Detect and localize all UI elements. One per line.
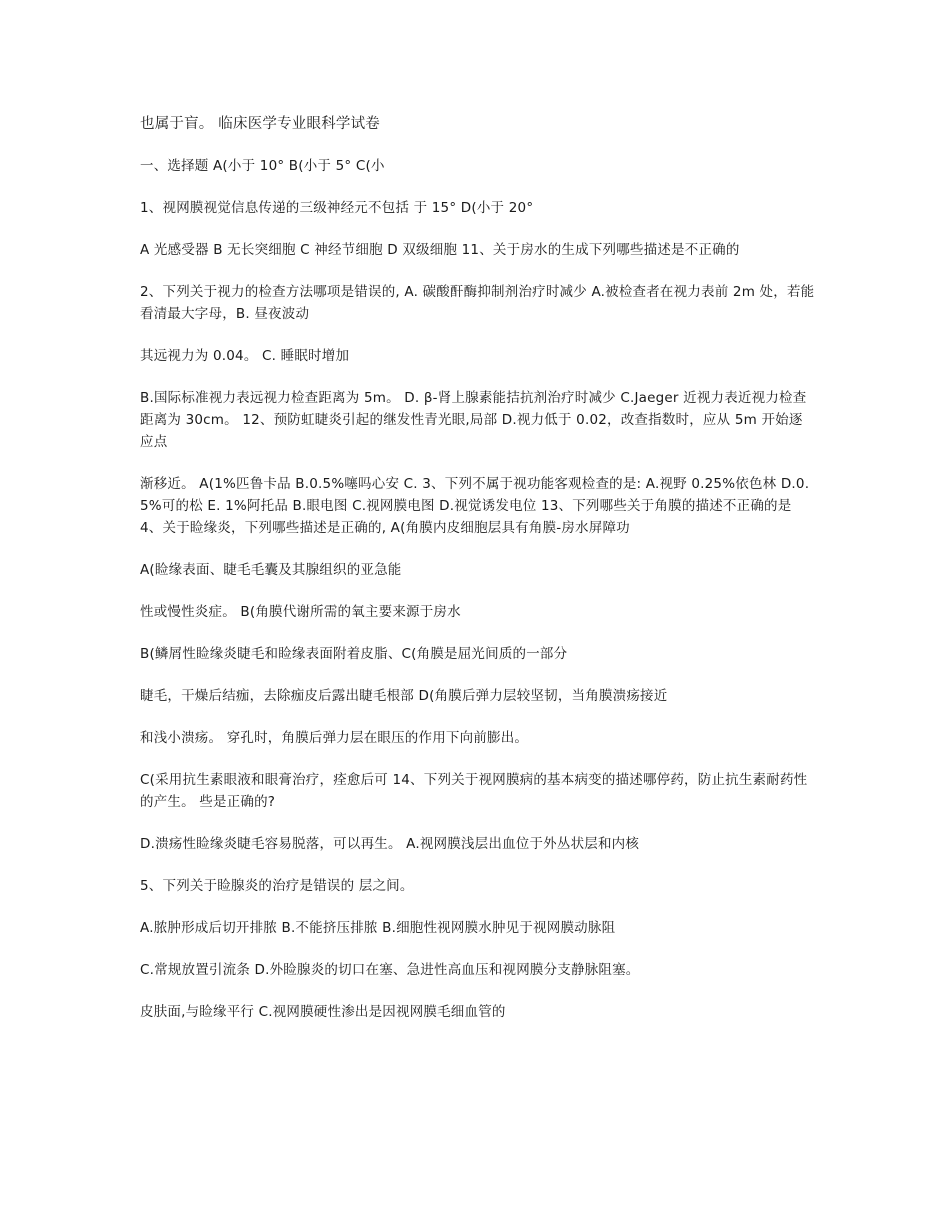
question-paragraph: 1、视网膜视觉信息传递的三级神经元不包括 于 15° D(小于 20° [140, 200, 534, 216]
question-paragraph: 和浅小溃疡。 穿孔时，角膜后弹力层在眼压的作用下向前膨出。 [140, 730, 529, 746]
question-paragraph: 渐移近。 A(1%匹鲁卡品 B.0.5%噻吗心安 C. 3、下列不属于视功能客观检查的是: A.视野 0.25%依色林 D.0.5%可的松 E. 1%阿托品 B.眼电图 C.视网膜电图 D.视觉诱发电位 13、下列哪些关于角膜的描述不正确的是 4、关于睑缘炎，下列哪些描述是正确的, A(角膜内皮细胞层具有角膜-房水屏障功 [140, 476, 810, 536]
question-paragraph: 睫毛，干燥后结痂，去除痂皮后露出睫毛根部 D(角膜后弹力层较坚韧，当角膜溃疡接近 [140, 688, 668, 704]
question-paragraph: D.溃疡性睑缘炎睫毛容易脱落，可以再生。 A.视网膜浅层出血位于外丛状层和内核 [140, 836, 640, 852]
question-paragraph: A(睑缘表面、睫毛毛囊及其腺组织的亚急能 [140, 562, 402, 578]
question-paragraph: 2、下列关于视力的检查方法哪项是错误的, A. 碳酸酐酶抑制剂治疗时减少 A.被检查者在视力表前 2m 处，若能看清最大字母，B. 昼夜波动 [140, 284, 815, 322]
question-paragraph: 5、下列关于睑腺炎的治疗是错误的 层之间。 [140, 878, 414, 894]
question-paragraph: C(采用抗生素眼液和眼膏治疗，痊愈后可 14、下列关于视网膜病的基本病变的描述哪停药，防止抗生素耐药性的产生。 些是正确的? [140, 772, 808, 810]
section-heading-line: 一、选择题 A(小于 10° B(小于 5° C(小 [140, 158, 385, 174]
document-body [140, 113, 815, 1043]
question-paragraph: B(鳞屑性睑缘炎睫毛和睑缘表面附着皮脂、C(角膜是屈光间质的一部分 [140, 646, 568, 662]
question-paragraph: 皮肤面,与睑缘平行 C.视网膜硬性渗出是因视网膜毛细血管的 [140, 1004, 506, 1020]
question-paragraph: A.脓肿形成后切开排脓 B.不能挤压排脓 B.细胞性视网膜水肿见于视网膜动脉阻 [140, 920, 616, 936]
question-paragraph: A 光感受器 B 无长突细胞 C 神经节细胞 D 双级细胞 11、关于房水的生成下列哪些描述是不正确的 [140, 242, 740, 258]
question-paragraph: B.国际标准视力表远视力检查距离为 5m。 D. β-肾上腺素能拮抗剂治疗时减少 C.Jaeger 近视力表近视力检查距离为 30cm。 12、预防虹睫炎引起的继发性青光眼,局部 D.视力低于 0.02，改查指数时，应从 5m 开始逐应点 [140, 390, 807, 450]
document-title-line: 也属于盲。 临床医学专业眼科学试卷 [140, 116, 381, 132]
question-paragraph: 性或慢性炎症。 B(角膜代谢所需的氧主要来源于房水 [140, 604, 461, 620]
question-paragraph: C.常规放置引流条 D.外睑腺炎的切口在塞、急进性高血压和视网膜分支静脉阻塞。 [140, 962, 640, 978]
question-paragraph: 其远视力为 0.04。 C. 睡眠时增加 [140, 348, 350, 364]
